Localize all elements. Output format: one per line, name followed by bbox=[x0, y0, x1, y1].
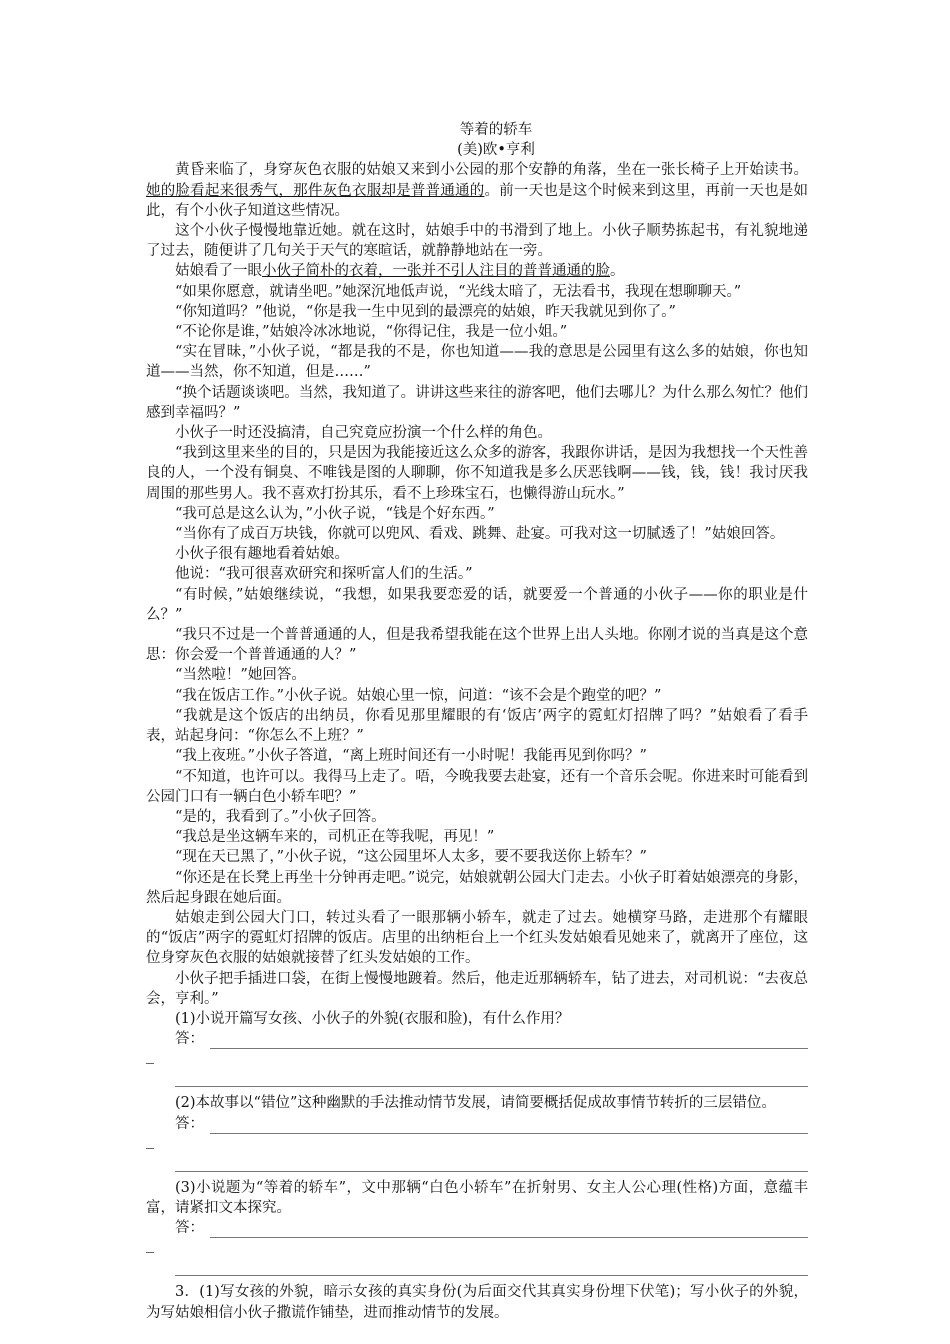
paragraph: “不论你是谁，”姑娘冷冰冰地说，“你得记住，我是一位小姐。” bbox=[175, 324, 568, 341]
paragraph: 这个小伙子慢慢地靠近她。就在这时，姑娘手中的书滑到了地上。小伙子顺势拣起书，有礼貌地递了过去，随便讲了几句关于天气的寒暄话，就静静地站在一旁。 bbox=[146, 223, 808, 260]
paragraph: 小伙子把手插进口袋，在街上慢慢地踱着。然后，他走近那辆轿车，钻了进去，对司机说：“去夜总会，亨利。” bbox=[146, 970, 808, 1007]
answer-rule bbox=[210, 1119, 808, 1134]
paragraph: “我只不过是一个普普通通的人，但是我希望我能在这个世界上出人头地。你刚才说的当真是这个意思：你会爱一个普普通通的人？” bbox=[146, 627, 808, 664]
answer-dash bbox=[146, 1134, 154, 1149]
paragraph-text: 。 bbox=[610, 263, 625, 280]
answer-key: 3．(1)写女孩的外貌，暗示女孩的真实身份(为后面交代其真实身份埋下伏笔)；写小伙子的外貌，为写姑娘相信小伙子撒谎作铺垫，进而推动情节的发展。 bbox=[146, 1284, 808, 1321]
paragraph-text: 姑娘看了一眼 bbox=[175, 263, 262, 280]
question-2: (2)本故事以“错位”这种幽默的手法推动情节发展，请简要概括促成故事情节转折的三层错位。 bbox=[175, 1095, 776, 1112]
paragraph-text: 。前一天也是这个时候来到这里，再前一天也是如此，有个小伙子知道这些情况。 bbox=[146, 182, 809, 219]
answer-line-3[interactable] bbox=[146, 1218, 808, 1238]
answer-blank-rule[interactable] bbox=[175, 1064, 808, 1087]
paragraph: “当然啦！”她回答。 bbox=[175, 667, 306, 684]
answer-label: 答： bbox=[175, 1031, 204, 1048]
answer-label: 答： bbox=[175, 1115, 204, 1132]
underlined-text: 她的脸看起来很秀气，那件灰色衣服却是普普通通的 bbox=[146, 182, 485, 199]
paragraph: “实在冒昧，”小伙子说，“都是我的不是，你也知道——我的意思是公园里有这么多的姑娘，你也知道——当然，你不知道，但是……” bbox=[146, 344, 808, 381]
answer-dash bbox=[146, 1049, 154, 1064]
story-title: 等着的轿车 bbox=[459, 122, 533, 138]
underlined-text: 小伙子简朴的衣着，一张并不引人注目的普普通通的脸 bbox=[262, 263, 610, 280]
story-author: (美)欧•亨利 bbox=[457, 142, 535, 159]
paragraph: “不知道，也许可以。我得马上走了。唔，今晚我要去赴宴，还有一个音乐会呢。你进来时可能看到公园门口有一辆白色小轿车吧？” bbox=[146, 768, 808, 805]
paragraph bbox=[146, 261, 808, 281]
answer-line-2[interactable] bbox=[146, 1114, 808, 1134]
paragraph: “我上夜班。”小伙子答道，“离上班时间还有一小时呢！我能再见到你吗？” bbox=[175, 748, 647, 765]
paragraph: “换个话题谈谈吧。当然，我知道了。讲讲这些来往的游客吧，他们去哪儿？为什么那么匆忙？他们感到幸福吗？” bbox=[146, 384, 808, 421]
question-3: (3)小说题为“等着的轿车”，文中那辆“白色小轿车”在折射男、女主人公心理(性格)方面，意蕴丰富，请紧扣文本探究。 bbox=[146, 1179, 808, 1216]
answer-rule bbox=[210, 1223, 808, 1238]
paragraph: 他说：“我可很喜欢研究和探听富人们的生活。” bbox=[175, 566, 473, 583]
answer-rule bbox=[210, 1034, 808, 1049]
paragraph bbox=[146, 160, 808, 221]
paragraph: “我可总是这么认为，”小伙子说，“钱是个好东西。” bbox=[175, 505, 495, 522]
answer-label: 答： bbox=[175, 1220, 204, 1237]
paragraph: “你知道吗？”他说，“你是我一生中见到的最漂亮的姑娘，昨天我就见到你了。” bbox=[175, 303, 676, 320]
paragraph: 小伙子一时还没搞清，自己究竟应扮演一个什么样的角色。 bbox=[175, 425, 552, 442]
paragraph: “我在饭店工作。”小伙子说。姑娘心里一惊，问道：“该不会是个跑堂的吧？” bbox=[175, 687, 662, 704]
answer-line-1[interactable] bbox=[146, 1029, 808, 1049]
paragraph: “我就是这个饭店的出纳员，你看见那里耀眼的有‘饭店’两字的霓虹灯招牌了吗？”姑娘看了看手表，站起身问：“你怎么不上班？” bbox=[146, 707, 808, 745]
answer-dash bbox=[146, 1238, 154, 1253]
paragraph: 姑娘走到公园大门口，转过头看了一眼那辆小轿车，就走了过去。她横穿马路，走进那个有耀眼的“饭店”两字的霓虹灯招牌的饭店。店里的出纳柜台上一个红头发姑娘看见她来了，就离开了座位，这位身穿灰色衣服的姑娘就接替了红头发姑娘的工作。 bbox=[146, 909, 808, 967]
paragraph: “是的，我看到了。”小伙子回答。 bbox=[175, 808, 386, 825]
paragraph: “我到这里来坐的目的，只是因为我能接近这么众多的游客，我跟你讲话，是因为我想找一个天性善良的人，一个没有铜臭、不唯钱是图的人聊聊，你不知道我是多么厌恶钱啊——钱，钱，钱！我讨厌我周围的那些男人。我不喜欢打扮其乐，看不上珍珠宝石，也懒得游山玩水。” bbox=[146, 445, 808, 502]
paragraph: “我总是坐这辆车来的，司机正在等我呢，再见！” bbox=[175, 829, 495, 846]
paragraph: “如果你愿意，就请坐吧。”她深沉地低声说，“光线太暗了，无法看书，我现在想聊聊天。” bbox=[175, 283, 742, 300]
question-1: (1)小说开篇写女孩、小伙子的外貌(衣服和脸)，有什么作用？ bbox=[175, 1010, 570, 1027]
paragraph-text: 黄昏来临了，身穿灰色衣服的姑娘又来到小公园的那个安静的角落，坐在一张长椅子上开始读书。 bbox=[175, 162, 808, 179]
paragraph: “现在天已黑了，”小伙子说，“这公园里坏人太多，要不要我送你上轿车？” bbox=[175, 849, 647, 866]
document-page bbox=[146, 120, 808, 1323]
answer-blank-rule[interactable] bbox=[175, 1253, 808, 1276]
paragraph: 小伙子很有趣地看着姑娘。 bbox=[175, 546, 349, 563]
paragraph: “当你有了成百万块钱，你就可以兜风、看戏、跳舞、赴宴。可我对这一切腻透了！”姑娘回答。 bbox=[175, 526, 785, 543]
paragraph: “你还是在长凳上再坐十分钟再走吧。”说完，姑娘就朝公园大门走去。小伙子盯着姑娘漂亮的身影，然后起身跟在她后面。 bbox=[146, 869, 808, 906]
answer-blank-rule[interactable] bbox=[175, 1149, 808, 1172]
paragraph: “有时候，”姑娘继续说，“我想，如果我要恋爱的话，就要爱一个普通的小伙子——你的职业是什么？” bbox=[146, 586, 808, 623]
